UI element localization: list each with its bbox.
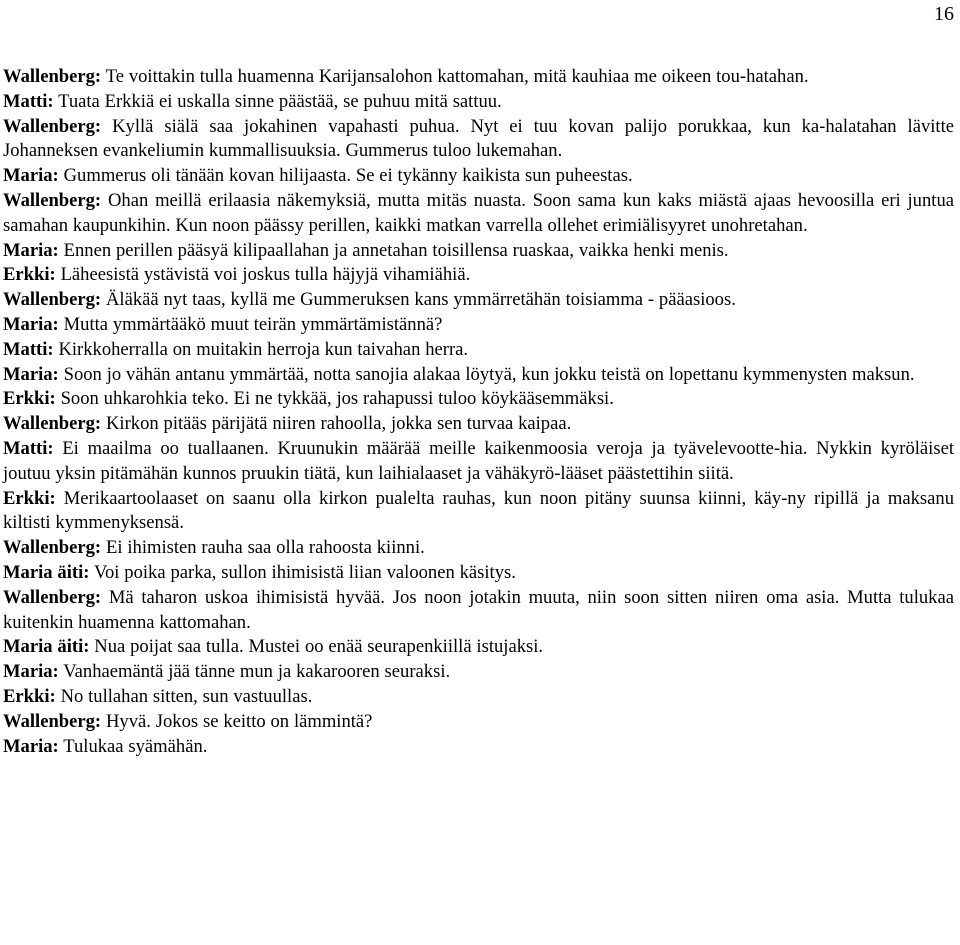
dialogue-line	[3, 189, 954, 239]
speaker-name: Wallenberg:	[3, 413, 102, 435]
speaker-name: Erkki:	[3, 685, 56, 707]
speaker-name: Maria:	[3, 313, 59, 335]
dialogue-line	[3, 660, 954, 685]
speaker-name: Maria:	[3, 239, 59, 261]
dialogue-text: Äläkää nyt taas, kyllä me Gummeruksen kans ymmärretähän toisiamma - pääasioos.	[106, 289, 736, 311]
dialogue-text: Vanhaemäntä jää tänne mun ja kakarooren seuraksi.	[63, 661, 451, 683]
dialogue-line	[3, 685, 954, 710]
dialogue-text: Ei maailma oo tuallaanen. Kruunukin määrää meille kaikenmoosia veroja ja tyävelevootte-hia. Nykkin kyröläiset joutuu yksin pitämähän kunnos pruukin tiätä, kun laihialaaset ja vähäkyrö-lääset päästettihin siitä.	[3, 437, 954, 484]
dialogue-text	[3, 65, 954, 759]
speaker-name: Matti:	[3, 437, 54, 459]
speaker-name: Wallenberg:	[3, 189, 102, 211]
dialogue-line	[3, 735, 954, 760]
dialogue-text: Ohan meillä erilaasia näkemyksiä, mutta mitäs nuasta. Soon sama kun kaks miästä ajaas hevoosilla eri juntua samahan kaupunkihin. Kun noon päässy perillen, kaikki matkan varrella ollehet erimiälisyyret unohretahan.	[3, 189, 954, 236]
dialogue-line	[3, 536, 954, 561]
dialogue-text: Mutta ymmärtääkö muut teirän ymmärtämistännä?	[63, 313, 443, 335]
dialogue-text: Kyllä siälä saa jokahinen vapahasti puhua. Nyt ei tuu kovan palijo porukkaa, kun ka-halatahan lävitte Johanneksen evankeliumin kummallisuuksia. Gummerus tuloo lukemahan.	[3, 115, 954, 162]
dialogue-line	[3, 710, 954, 735]
dialogue-line	[3, 115, 954, 165]
dialogue-text: No tullahan sitten, sun vastuullas.	[60, 685, 313, 707]
dialogue-text: Gummerus oli tänään kovan hilijaasta. Se ei tykänny kaikista sun puheestas.	[63, 165, 633, 187]
speaker-name: Maria:	[3, 363, 59, 385]
speaker-name: Matti:	[3, 338, 54, 360]
dialogue-line	[3, 363, 954, 388]
speaker-name: Maria:	[3, 165, 59, 187]
speaker-name: Wallenberg:	[3, 115, 102, 137]
speaker-name: Erkki:	[3, 388, 56, 410]
dialogue-text: Kirkkoherralla on muitakin herroja kun taivahan herra.	[58, 338, 469, 360]
speaker-name: Matti:	[3, 90, 54, 112]
speaker-name: Erkki:	[3, 487, 56, 509]
speaker-name: Wallenberg:	[3, 586, 102, 608]
speaker-name: Wallenberg:	[3, 537, 102, 559]
dialogue-line	[3, 487, 954, 537]
dialogue-line	[3, 239, 954, 264]
speaker-name: Maria:	[3, 661, 59, 683]
dialogue-text: Läheesistä ystävistä voi joskus tulla häjyjä vihamiähiä.	[60, 264, 471, 286]
dialogue-text: Mä taharon uskoa ihimisistä hyvää. Jos noon jotakin muuta, niin soon sitten niiren oma asia. Mutta tulukaa kuitenkin huamenna kattomahan.	[3, 586, 954, 633]
dialogue-text: Soon jo vähän antanu ymmärtää, notta sanojia alakaa löytyä, kun jokku teistä on lopettanu kymmenysten maksun.	[63, 363, 915, 385]
dialogue-text: Nua poijat saa tulla. Mustei oo enää seurapenkiillä istujaksi.	[94, 636, 544, 658]
dialogue-line	[3, 164, 954, 189]
page-number: 16	[934, 3, 954, 25]
dialogue-text: Tuata Erkkiä ei uskalla sinne päästää, se puhuu mitä sattuu.	[58, 90, 502, 112]
dialogue-text: Voi poika parka, sullon ihimisistä liian valoonen käsitys.	[93, 561, 516, 583]
dialogue-text: Te voittakin tulla huamenna Karijansalohon kattomahan, mitä kauhiaa me oikeen tou-hatahan.	[105, 66, 809, 87]
dialogue-line	[3, 437, 954, 487]
speaker-name: Wallenberg:	[3, 289, 102, 311]
dialogue-line	[3, 635, 954, 660]
dialogue-line	[3, 65, 954, 90]
dialogue-text: Merikaartoolaaset on saanu olla kirkon pualelta rauhas, kun noon pitäny suunsa kiinni, käy-ny ripillä ja maksanu kiltisti kymmenyksensä.	[3, 487, 954, 534]
dialogue-line	[3, 90, 954, 115]
dialogue-text: Kirkon pitääs pärijätä niiren rahoolla, jokka sen turvaa kaipaa.	[106, 413, 572, 435]
dialogue-line	[3, 387, 954, 412]
speaker-name: Erkki:	[3, 264, 56, 286]
dialogue-line	[3, 263, 954, 288]
dialogue-line	[3, 338, 954, 363]
dialogue-text: Ei ihimisten rauha saa olla rahoosta kiinni.	[106, 537, 425, 559]
dialogue-line	[3, 288, 954, 313]
speaker-name: Maria äiti:	[3, 636, 90, 658]
dialogue-text: Hyvä. Jokos se keitto on lämmintä?	[106, 710, 373, 732]
dialogue-line	[3, 313, 954, 338]
dialogue-text: Ennen perillen pääsyä kilipaallahan ja annetahan toisillensa ruaskaa, vaikka henki menis.	[63, 239, 729, 261]
dialogue-text: Soon uhkarohkia teko. Ei ne tykkää, jos rahapussi tuloo köykääsemmäksi.	[60, 388, 614, 410]
speaker-name: Wallenberg:	[3, 66, 102, 87]
dialogue-line	[3, 586, 954, 636]
speaker-name: Wallenberg:	[3, 710, 102, 732]
speaker-name: Maria äiti:	[3, 561, 90, 583]
speaker-name: Maria:	[3, 735, 59, 757]
dialogue-line	[3, 412, 954, 437]
dialogue-text: Tulukaa syämähän.	[63, 735, 208, 757]
dialogue-line	[3, 561, 954, 586]
